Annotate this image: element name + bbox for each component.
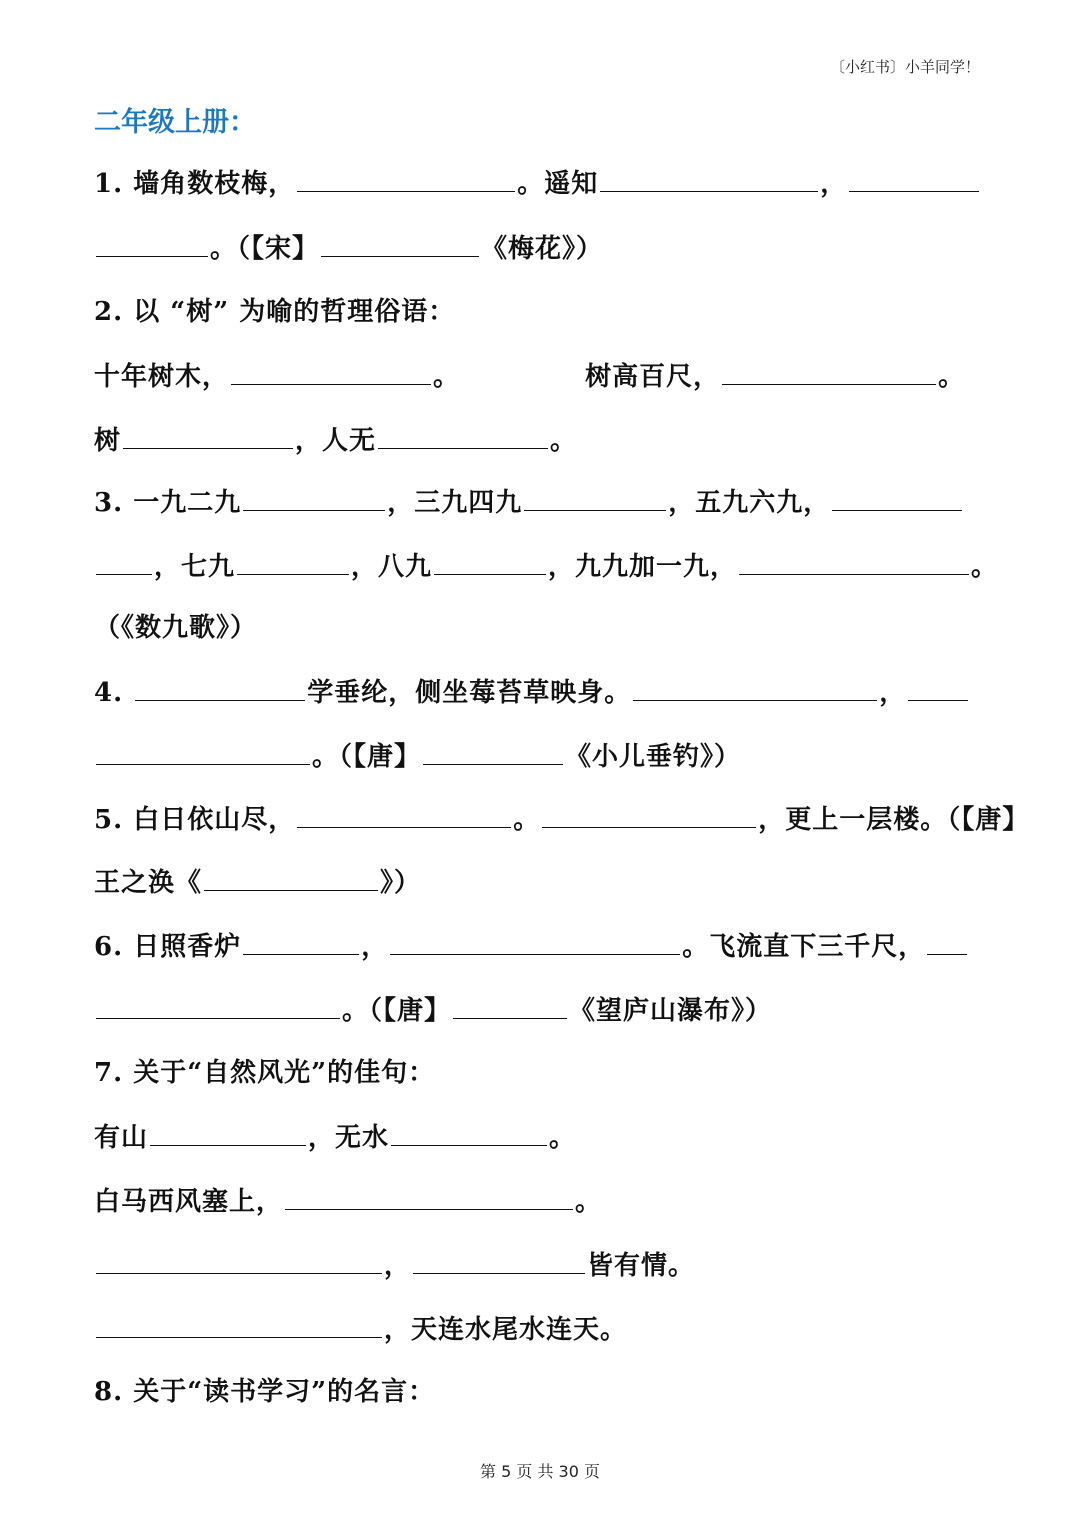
question-text: 有山 — [94, 1123, 149, 1153]
fill-blank[interactable] — [243, 926, 359, 955]
fill-blank[interactable] — [297, 163, 515, 192]
fill-blank[interactable] — [96, 228, 208, 257]
fill-blank[interactable] — [453, 990, 567, 1019]
question-text: 《望庐山瀑布》） — [569, 996, 773, 1026]
question-7-title: 7. 关于“自然风光”的佳句： — [94, 1058, 436, 1088]
fill-blank[interactable] — [96, 546, 152, 575]
fill-blank[interactable] — [524, 482, 666, 511]
question-text: ，五九六九， — [668, 488, 831, 518]
fill-blank[interactable] — [243, 482, 385, 511]
question-4-line-1 — [94, 672, 988, 712]
question-text: 。飞流直下三千尺， — [682, 932, 926, 962]
question-3-source: （《数九歌》） — [94, 613, 258, 643]
page-header-source: 〔小红书〕小羊同学！ — [829, 58, 980, 76]
fill-blank[interactable] — [204, 862, 378, 891]
fill-blank[interactable] — [231, 356, 431, 385]
fill-blank[interactable] — [722, 356, 936, 385]
fill-blank[interactable] — [391, 1117, 547, 1146]
fill-blank[interactable] — [297, 799, 511, 828]
question-text: 。 — [549, 1123, 577, 1153]
fill-blank[interactable] — [600, 163, 818, 192]
question-text: 。（【宋】 — [210, 234, 320, 264]
question-6-line-2 — [94, 990, 988, 1030]
question-6-line-1 — [94, 926, 988, 966]
question-2-title: 2. 以 “树” 为喻的哲理俗语： — [94, 297, 456, 327]
fill-blank[interactable] — [321, 228, 479, 257]
question-text: 学垂纶，侧坐莓苔草映身。 — [307, 678, 632, 708]
question-text: 1. 墙角数枝梅， — [94, 169, 296, 199]
question-text: ，无水 — [308, 1123, 390, 1153]
question-8-title: 8. 关于“读书学习”的名言： — [94, 1377, 436, 1407]
question-3-line-1 — [94, 482, 988, 522]
question-text: 。 — [550, 426, 578, 456]
fill-blank[interactable] — [150, 1117, 306, 1146]
fill-blank[interactable] — [135, 672, 305, 701]
question-text: ，九九加一九， — [548, 552, 738, 582]
fill-blank[interactable] — [633, 672, 877, 701]
fill-blank[interactable] — [739, 546, 969, 575]
page-number: 第 5 页 共 30 页 — [480, 1462, 600, 1481]
question-text: 。（【唐】 — [342, 996, 452, 1026]
fill-blank[interactable] — [96, 736, 310, 765]
question-1-line-2 — [94, 228, 988, 268]
question-2-line-2 — [94, 420, 988, 460]
question-text: ， — [384, 1251, 412, 1281]
question-text: ，八九 — [351, 552, 433, 582]
fill-blank[interactable] — [849, 163, 979, 192]
fill-blank[interactable] — [378, 420, 548, 449]
question-text: 皆有情。 — [587, 1251, 696, 1281]
question-text: 4. — [94, 678, 134, 708]
question-text: 树 — [94, 426, 122, 456]
question-7-line-3 — [94, 1245, 988, 1285]
question-7-line-2 — [94, 1181, 988, 1221]
question-text: 《小儿垂钓》） — [565, 742, 742, 772]
question-text: 十年树木， — [94, 362, 230, 392]
question-7-line-4 — [94, 1309, 988, 1349]
question-text: ， — [361, 932, 389, 962]
question-text: ，人无 — [295, 426, 377, 456]
fill-blank[interactable] — [390, 926, 680, 955]
question-text: 。 — [971, 552, 999, 582]
question-text: ，七九 — [154, 552, 236, 582]
question-5-line-2 — [94, 862, 988, 902]
question-text: ，更上一层楼。（【唐】 — [758, 805, 1030, 835]
question-7-line-1 — [94, 1117, 988, 1157]
question-4-line-2 — [94, 736, 988, 776]
question-text: 》） — [380, 868, 422, 898]
fill-blank[interactable] — [285, 1181, 573, 1210]
section-title: 二年级上册： — [94, 107, 256, 138]
question-text: 。（【唐】 — [312, 742, 422, 772]
fill-blank[interactable] — [96, 990, 340, 1019]
question-2-line-1 — [94, 356, 988, 396]
fill-blank[interactable] — [908, 672, 968, 701]
fill-blank[interactable] — [423, 736, 563, 765]
question-text: ， — [879, 678, 907, 708]
question-text: 5. 白日依山尽， — [94, 805, 296, 835]
question-text: ， — [820, 169, 848, 199]
question-text: 《梅花》） — [481, 234, 604, 264]
question-text: 。 — [513, 805, 541, 835]
fill-blank[interactable] — [96, 1245, 382, 1274]
fill-blank[interactable] — [832, 482, 962, 511]
fill-blank[interactable] — [96, 1309, 382, 1338]
question-text: 王之涣《 — [94, 868, 203, 898]
question-5-line-1 — [94, 799, 1030, 839]
question-text: 。 — [938, 362, 966, 392]
fill-blank[interactable] — [434, 546, 546, 575]
question-text: 。遥知 — [517, 169, 599, 199]
fill-blank[interactable] — [237, 546, 349, 575]
question-text: 白马西风塞上， — [94, 1187, 284, 1217]
fill-blank[interactable] — [542, 799, 756, 828]
question-1-line-1 — [94, 163, 988, 203]
question-text: 3. 一九二九 — [94, 488, 242, 518]
question-text: 。 — [575, 1187, 603, 1217]
fill-blank[interactable] — [927, 926, 967, 955]
question-3-line-2 — [94, 546, 999, 586]
question-text: 6. 日照香炉 — [94, 932, 242, 962]
question-text: 树高百尺， — [585, 362, 721, 392]
fill-blank[interactable] — [123, 420, 293, 449]
question-text: ，天连水尾水连天。 — [384, 1315, 628, 1345]
question-text: ，三九四九 — [387, 488, 523, 518]
question-text: 。 — [433, 362, 461, 392]
fill-blank[interactable] — [413, 1245, 585, 1274]
